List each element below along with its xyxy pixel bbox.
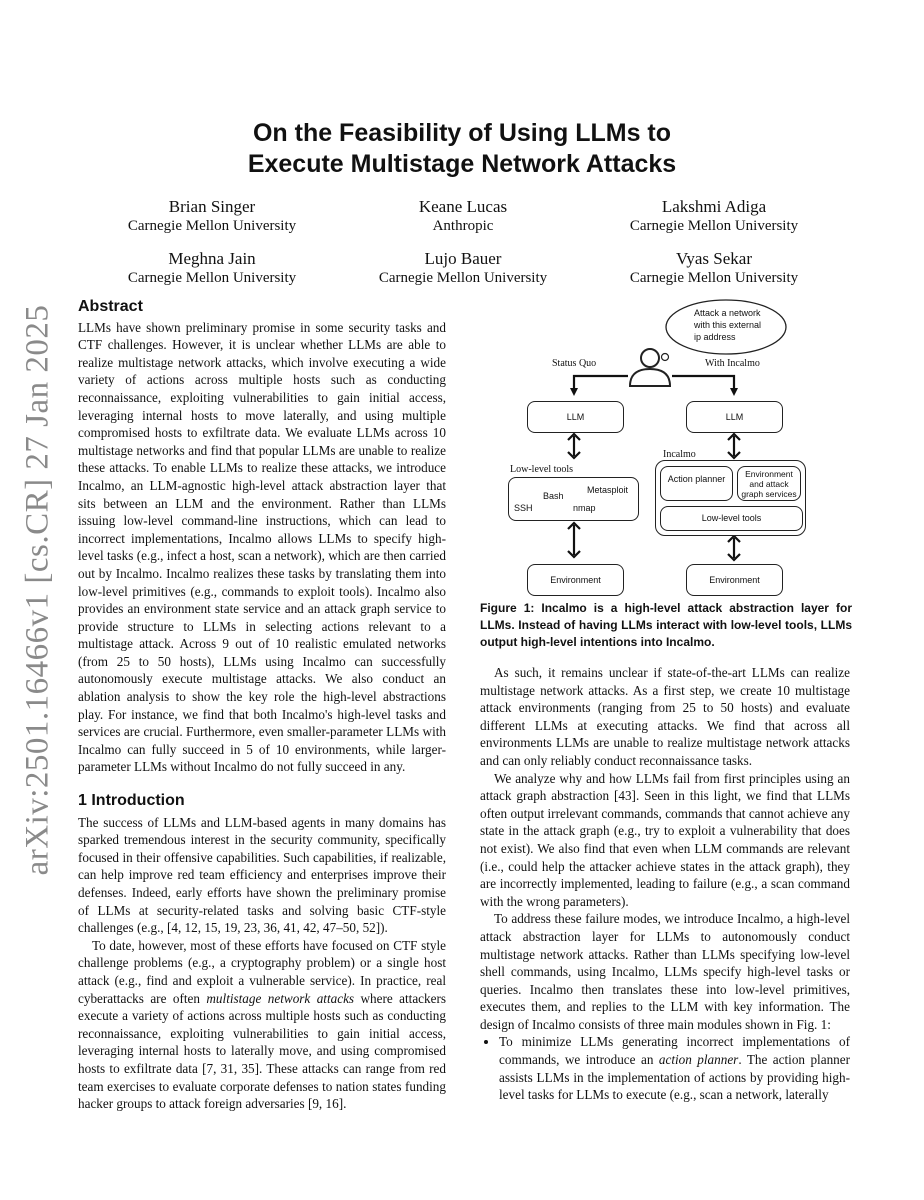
body-paragraph: We analyze why and how LLMs fail from first principles using an attack graph abstraction [43]. Seen in this light, we find that LLMs often output irrelevant commands, commands that cannot achieve any state in the attack graph (e.g., try to exploit a vulnerability that does not exist). We also find that even when LLM commands are relevant (i.e., could help the attacker achieve states in the attack graph), they are incorrectly implemented, leading to failure (e.g., a scan command with the wrong parameters). — [480, 770, 850, 909]
left-column — [78, 298, 446, 1113]
author-affiliation: Carnegie Mellon University — [127, 218, 297, 234]
author-block — [333, 249, 593, 288]
author-name: Brian Singer — [168, 197, 256, 216]
author-block — [82, 249, 342, 288]
author-name: Meghna Jain — [168, 249, 256, 268]
intro-text: To date, however, most of these efforts have focused on CTF style challenge problems (e.g., a cryptography problem) or a single host attack (e.g., find and exploit a vulnerable service). In practice, real cyberattacks are often — [78, 937, 446, 1006]
author-affiliation: Anthropic — [432, 218, 494, 234]
low-level-tools-label: Low-level tools — [510, 464, 574, 475]
author-block — [584, 197, 844, 236]
author-affiliation: Carnegie Mellon University — [127, 270, 297, 286]
tool-label: nmap — [573, 503, 596, 513]
intro-text: where attackers execute a variety of actions across multiple hosts such as conducting reconnaissance, exploiting vulnerabilities to gain initial access, leveraging internal hosts to laterally move, and using compromised hosts to exfiltrate data [7, 31, 35]. These attacks can range from red team exercises to evaluate corporate defenses to nation states funding hacker groups to attack foreign adversaries [9, 16]. — [78, 990, 447, 1112]
author-name: Vyas Sekar — [675, 249, 752, 268]
action-planner-label: Action planner — [667, 474, 726, 484]
incalmo-arrow — [672, 376, 734, 392]
body-paragraph: To address these failure modes, we introduce Incalmo, a high-level attack abstraction layer for LLMs to autonomously conduct multistage network attacks. Rather than LLMs specifying low-level shell commands, using Incalmo, LLMs specify high-level tasks or queries. Incalmo then translates these into low-level primitives, executes them, and replies to the LLM with key information. The design of Incalmo consists of three main modules shown in Fig. 1: — [480, 911, 850, 1032]
llm-box-label: LLM — [725, 412, 744, 422]
paper-title — [0, 118, 924, 180]
environment-box — [527, 564, 624, 596]
intro-paragraph — [78, 937, 446, 1113]
author-affiliation: Carnegie Mellon University — [378, 270, 548, 286]
environment-label: Environment — [550, 575, 601, 585]
arxiv-identifier — [18, 304, 58, 876]
list-emphasis: action planner — [658, 1052, 739, 1068]
author-block — [584, 249, 844, 288]
author-name: Lakshmi Adiga — [661, 197, 767, 216]
author-affiliation: Carnegie Mellon University — [629, 270, 799, 286]
status-quo-arrow — [574, 376, 628, 392]
right-column — [480, 664, 850, 1104]
bubble-text: Attack a network with this external ip address — [694, 308, 762, 342]
status-quo-label: Status Quo — [552, 358, 597, 369]
figure-caption: Figure 1: Incalmo is a high-level attack abstraction layer for LLMs. Instead of having LLMs interact with low-level tools, LLMs output high-level intentions into Incalmo. — [480, 601, 852, 649]
with-incalmo-label: With Incalmo — [705, 358, 760, 369]
llm-box — [686, 401, 783, 433]
incalmo-label: Incalmo — [663, 449, 696, 460]
llm-box — [527, 401, 624, 433]
list-text: . The action planner assists LLMs in the implementation of actions by providing high-level tasks for LLMs to execute (e.g., scan a network, laterally — [499, 1052, 851, 1103]
services-box — [737, 466, 801, 501]
environment-box — [686, 564, 783, 596]
introduction-heading: 1 Introduction — [78, 792, 185, 810]
tool-label: SSH — [514, 503, 533, 513]
author-name: Keane Lucas — [418, 197, 508, 216]
services-label: Environment and attack graph services — [741, 469, 797, 499]
tool-label: Bash — [543, 491, 564, 501]
author-block — [82, 197, 342, 236]
title-line-1: On the Feasibility of Using LLMs to — [252, 119, 672, 147]
abstract-heading: Abstract — [78, 298, 143, 315]
author-block — [333, 197, 593, 236]
arxiv-identifier-text: arXiv:2501.16466v1 [cs.CR] 27 Jan 2025 — [19, 304, 56, 876]
contribution-list — [480, 1033, 850, 1103]
figure-1 — [500, 296, 860, 596]
low-level-tools-box — [508, 477, 639, 521]
thought-dot — [662, 354, 669, 361]
author-name: Lujo Bauer — [424, 249, 502, 268]
intro-emphasis: multistage network attacks — [206, 990, 355, 1006]
user-icon-body — [630, 369, 670, 386]
figure-connectors — [500, 296, 860, 596]
list-item — [499, 1033, 850, 1103]
action-planner-box — [660, 466, 733, 501]
author-affiliation: Carnegie Mellon University — [629, 218, 799, 234]
user-icon-head — [641, 349, 659, 367]
title-line-2: Execute Multistage Network Attacks — [247, 150, 677, 178]
incalmo-low-level-tools-label: Low-level tools — [701, 513, 762, 523]
list-text: To minimize LLMs generating incorrect implementations of commands, we introduce an — [499, 1034, 850, 1068]
environment-label: Environment — [709, 575, 760, 585]
incalmo-low-level-tools-box — [660, 506, 803, 531]
abstract-text: LLMs have shown preliminary promise in some security tasks and CTF challenges. However, it is unclear whether LLMs are able to realize multistage network attacks, which involve executing a wide variety of actions across multiple hosts such as conducting reconnaissance, exploiting vulnerabilities to gain initial access, leveraging internal hosts to move laterally, and using multiple compromised hosts to exfiltrate data. We evaluate LLMs across 10 multistage networks and find that popular LLMs are unable to realize these attacks. To enable LLMs to realize these attacks, we introduce Incalmo, an LLM-agnostic high-level attack abstraction layer that sits between an LLM and the environment. Rather than LLMs issuing low-level command-line instructions, which can lead to incorrect implementations, Incalmo allows LLMs to specify high-level tasks (e.g., infect a host, scan a network), which are then carried out by Incalmo. Incalmo realizes these tasks by translating them into low-level primitives (e.g., commands to exploit tools). Incalmo also provides an environment state service and an attack graph service to provide structure to LLMs in selecting actions relevant to a multistage attack. Across 9 out of 10 realistic emulated networks (from 25 to 50 hosts), LLMs using Incalmo can successfully autonomously execute multistage attacks. We also conduct an ablation analysis to show the key role the high-level abstractions play. For instance, we find that both Incalmo's high-level tasks and services are crucial. Furthermore, even smaller-parameter LLMs with Incalmo can fully succeed in 5 of 10 environments, while larger-parameter LLMs without Incalmo do not fully succeed in any. — [78, 319, 446, 775]
tool-label: Metasploit — [587, 485, 629, 495]
body-paragraph: As such, it remains unclear if state-of-the-art LLMs can realize multistage network attacks. As a first step, we create 10 multistage attack environments (ranging from 25 to 50 hosts) and evaluate different LLMs at executing attacks. We find that across all environments LLMs are unable to realize multistage network attacks and can only reliably conduct reconnaissance tasks. — [480, 665, 850, 768]
llm-box-label: LLM — [566, 412, 585, 422]
intro-paragraph: The success of LLMs and LLM-based agents in many domains has sparked tremendous interest in the security community, specifically focused in their offensive capabilities. Such capabilities, if realizable, can help improve red team efficiency and enterprises improve their defenses. Indeed, early efforts have shown the preliminary promise of LLMs at security-related tasks and solving basic CTF-style challenges (e.g., [4, 12, 15, 19, 23, 36, 41, 42, 47–50, 52]). — [78, 814, 446, 936]
